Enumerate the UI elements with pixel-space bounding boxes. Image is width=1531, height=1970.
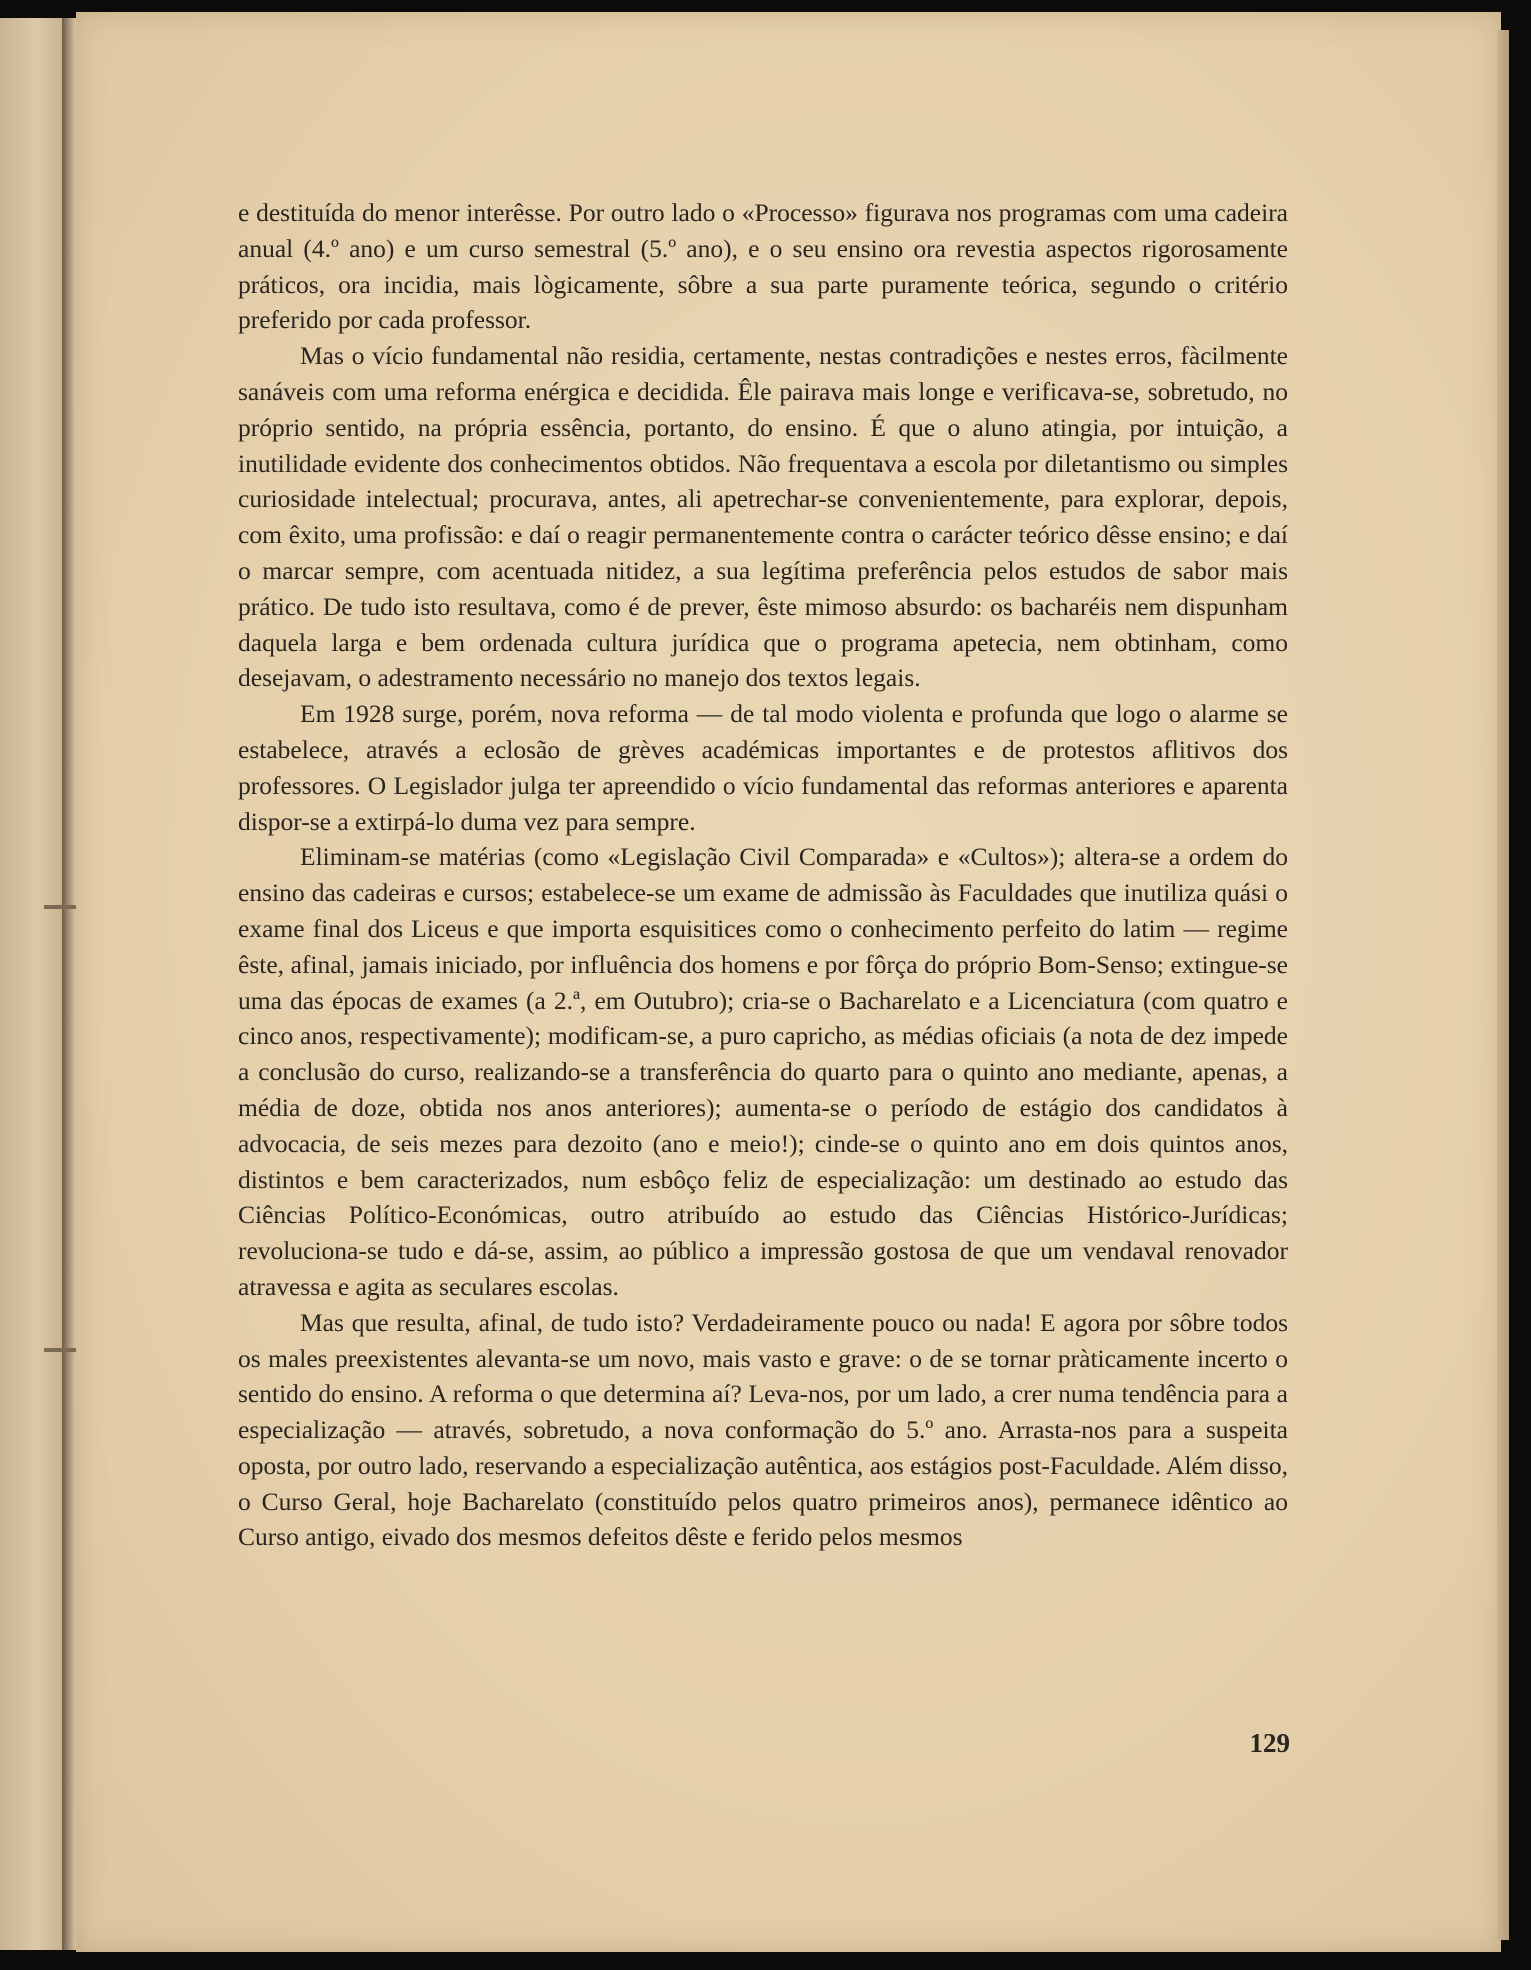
facing-page-edge: [0, 18, 62, 1950]
paragraph: Mas o vício fundamental não residia, certamente, nestas contradições e nestes erros, fàcilmente sanáveis com uma reforma enérgica e decidida. Êle pairava mais longe e verificava-se, sobretudo, no próprio sentido, na própria essência, portanto, do ensino. É que o aluno atingia, por intuição, a inutilidade evidente dos conhecimentos obtidos. Não frequentava a escola por diletantismo ou simples curiosidade intelectual; procurava, antes, ali apetrechar-se convenientemente, para explorar, depois, com êxito, uma profissão: e daí o reagir permanentemente contra o carácter teórico dêsse ensino; e daí o marcar sempre, com acentuada nitidez, a sua legítima preferência pelos estudos de sabor mais prático. De tudo isto resultava, como é de prever, êste mimoso absurdo: os bacharéis nem dispunham daquela larga e bem ordenada cultura jurídica que o programa apetecia, nem obtinham, como desejavam, o adestramento necessário no manejo dos textos legais.: [238, 341, 1288, 693]
binding-stitch: [44, 1348, 78, 1352]
paragraph: Eliminam-se matérias (como «Legislação Civil Comparada» e «Cultos»); altera-se a ordem do ensino das cadeiras e cursos; estabelece-se um exame de admissão às Faculdades que inutiliza quási o exame final dos Liceus e que importa esquisitices como o conhecimento perfeito do latim — regime êste, afinal, jamais iniciado, por influência dos homens e por fôrça do próprio Bom-Senso; extingue-se uma das épocas de exames (a 2.ª, em Outubro); cria-se o Bacharelato e a Licenciatura (com quatro e cinco anos, respectivamente); modificam-se, a puro capricho, as médias oficiais (a nota de dez impede a conclusão do curso, realizando-se a transferência do quarto para o quinto ano mediante, apenas, a média de doze, obtida nos anos anteriores); aumenta-se o período de estágio dos candidatos à advocacia, de seis mezes para dezoito (ano e meio!); cinde-se o quinto ano em dois quintos anos, distintos e bem caracterizados, num esbôço feliz de especialização: um destinado ao estudo das Ciências Político-Económicas, outro atribuído ao estudo das Ciências Histórico-Jurídicas; revoluciona-se tudo e dá-se, assim, ao público a impressão gostosa de que um vendaval renovador atravessa e agita as seculares escolas.: [238, 842, 1288, 1301]
paragraph: e destituída do menor interêsse. Por outro lado o «Processo» figurava nos programas com uma cadeira anual (4.º ano) e um curso semestral (5.º ano), e o seu ensino ora revestia aspectos rigorosamente práticos, ora incidia, mais lògicamente, sôbre a sua parte puramente teórica, segundo o critério preferido por cada professor.: [238, 198, 1288, 335]
binding-stitch: [44, 905, 78, 909]
page-right-edge: [1497, 30, 1509, 1940]
paragraph: Mas que resulta, afinal, de tudo isto? Verdadeiramente pouco ou nada! E agora por sôbre todos os males preexistentes alevanta-se um novo, mais vasto e grave: o de se tornar pràticamente incerto o sentido do ensino. A reforma o que determina aí? Leva-nos, por um lado, a crer numa tendência para a especialização — através, sobretudo, a nova conformação do 5.º ano. Arrasta-nos para a suspeita oposta, por outro lado, reservando a especialização autêntica, aos estágios post-Faculdade. Além disso, o Curso Geral, hoje Bacharelato (constituído pelos quatro primeiros anos), permanece idêntico ao Curso antigo, eivado dos mesmos defeitos dêste e ferido pelos mesmos: [238, 1307, 1288, 1552]
book-gutter: [62, 18, 76, 1950]
paragraph: Em 1928 surge, porém, nova reforma — de tal modo violenta e profunda que logo o alarme se estabelece, através a eclosão de grèves académicas importantes e de protestos aflitivos dos professores. O Legislador julga ter apreendido o vício fundamental das reformas anteriores e aparenta dispor-se a extirpá-lo duma vez para sempre.: [238, 699, 1288, 836]
body-text: [238, 195, 1288, 1555]
page-number: 129: [1249, 1728, 1290, 1758]
